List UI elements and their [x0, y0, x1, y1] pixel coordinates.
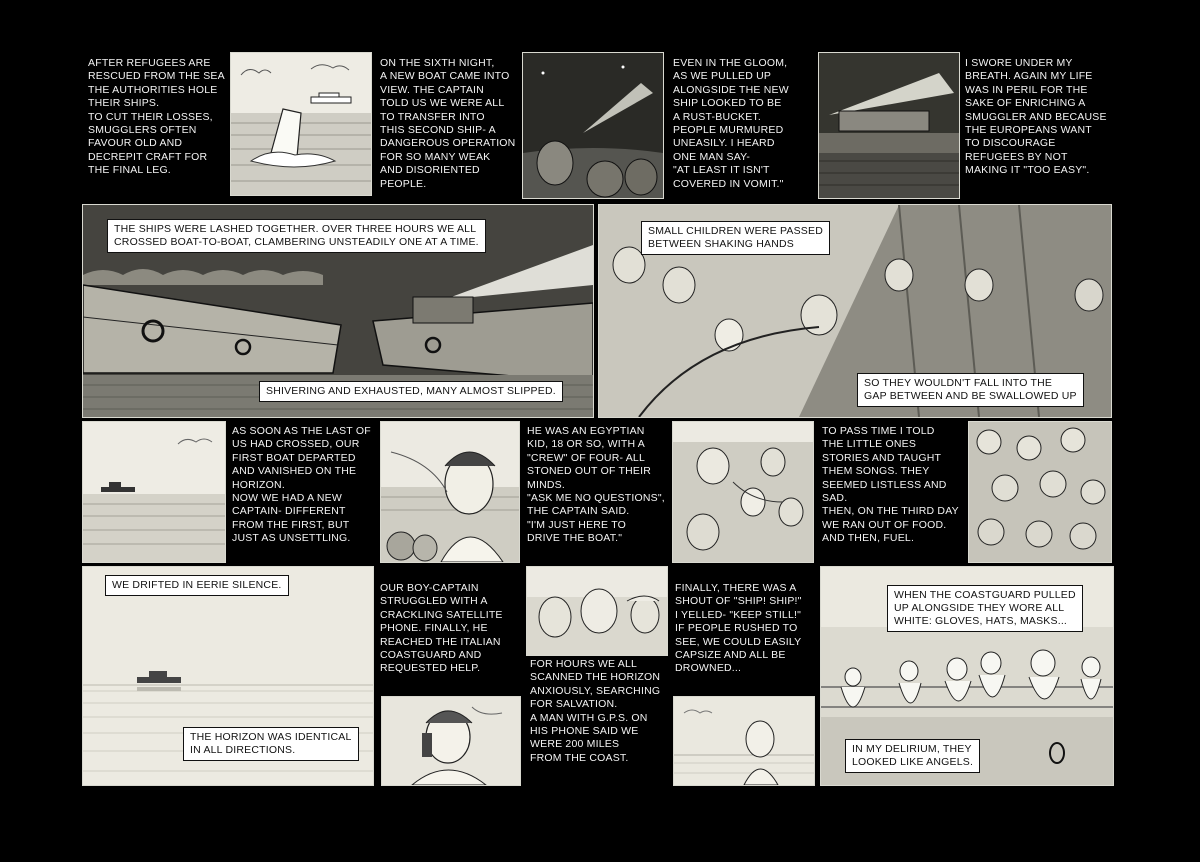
- panel-first-boat-departs: [82, 421, 226, 563]
- panel-children-passed: [598, 204, 1112, 418]
- caption-box-looked-like-angels: IN MY DELIRIUM, THEY LOOKED LIKE ANGELS.: [845, 739, 980, 773]
- caption-ship-ship: FINALLY, THERE WAS A SHOUT OF "SHIP! SHIP!" I YELLED- "KEEP STILL!" IF PEOPLE RUSHED TO SEE, WE COULD EASILY CAPSIZE AND ALL BE DROWNED...: [675, 582, 802, 675]
- panel-rusty-ship: [818, 52, 960, 199]
- caption-boy-captain: OUR BOY-CAPTAIN STRUGGLED WITH A CRACKLING SATELLITE PHONE. FINALLY, HE REACHED THE ITALIAN COASTGUARD AND REQUESTED HELP.: [380, 582, 503, 675]
- caption-box-shivering: SHIVERING AND EXHAUSTED, MANY ALMOST SLIPPED.: [259, 381, 563, 402]
- panel-drifting: [82, 566, 374, 786]
- panel-egyptian-captain: [380, 421, 520, 563]
- caption-rust-bucket: EVEN IN THE GLOOM, AS WE PULLED UP ALONGSIDE THE NEW SHIP LOOKED TO BE A RUST-BUCKET. PEOPLE MURMURED UNEASILY. I HEARD ONE MAN SAY- "AT LEAST IT ISN'T COVERED IN VOMIT.": [673, 57, 789, 190]
- panel-children-songs: [672, 421, 814, 563]
- caption-box-ships-lashed: THE SHIPS WERE LASHED TOGETHER. OVER THREE HOURS WE ALL CROSSED BOAT-TO-BOAT, CLAMBERING UNSTEADILY ONE AT A TIME.: [107, 219, 486, 253]
- caption-box-coastguard-white: WHEN THE COASTGUARD PULLED UP ALONGSIDE THEY WORE ALL WHITE: GLOVES, HATS, MASKS...: [887, 585, 1083, 632]
- caption-refugees-rescued: AFTER REFUGEES ARE RESCUED FROM THE SEA THE AUTHORITIES HOLE THEIR SHIPS. TO CUT THEIR LOSSES, SMUGGLERS OFTEN FAVOUR OLD AND DECREPIT CRAFT FOR THE FINAL LEG.: [88, 57, 225, 177]
- caption-box-eerie-silence: WE DRIFTED IN EERIE SILENCE.: [105, 575, 289, 596]
- caption-last-crossed: AS SOON AS THE LAST OF US HAD CROSSED, OUR FIRST BOAT DEPARTED AND VANISHED ON THE HORIZON. NOW WE HAD A NEW CAPTAIN- DIFFERENT FROM THE FIRST, BUT JUST AS UNSETTLING.: [232, 425, 371, 545]
- caption-egyptian-kid: HE WAS AN EGYPTIAN KID, 18 OR SO, WITH A "CREW" OF FOUR- ALL STONED OUT OF THEIR MINDS. "ASK ME NO QUESTIONS", THE CAPTAIN SAID. "I'M JUST HERE TO DRIVE THE BOAT.": [527, 425, 665, 545]
- caption-swore-under-breath: I SWORE UNDER MY BREATH. AGAIN MY LIFE WAS IN PERIL FOR THE SAKE OF ENRICHING A SMUGGLER AND BECAUSE THE EUROPEANS WANT TO DISCOURAGE REFUGEES BY NOT MAKING IT "TOO EASY".: [965, 57, 1107, 177]
- panel-sinking-boat: [230, 52, 372, 196]
- panel-keep-still: [673, 696, 815, 786]
- caption-box-horizon-identical: THE HORIZON WAS IDENTICAL IN ALL DIRECTIONS.: [183, 727, 359, 761]
- caption-scanned-horizon: FOR HOURS WE ALL SCANNED THE HORIZON ANXIOUSLY, SEARCHING FOR SALVATION. A MAN WITH G.P.S. ON HIS PHONE SAID WE WERE 200 MILES FROM THE COAST.: [530, 658, 661, 764]
- panel-satellite-phone: [381, 696, 521, 786]
- caption-pass-time: TO PASS TIME I TOLD THE LITTLE ONES STORIES AND TAUGHT THEM SONGS. THEY SEEMED LISTLESS AND SAD. THEN, ON THE THIRD DAY WE RAN OUT OF FOOD. AND THEN, FUEL.: [822, 425, 959, 545]
- panel-searchlight-night: [522, 52, 664, 199]
- panel-coastguard-angels: [820, 566, 1114, 786]
- caption-box-small-children: SMALL CHILDREN WERE PASSED BETWEEN SHAKING HANDS: [641, 221, 830, 255]
- caption-box-gap-between: SO THEY WOULDN'T FALL INTO THE GAP BETWEEN AND BE SWALLOWED UP: [857, 373, 1084, 407]
- panel-scanning-horizon: [526, 566, 668, 656]
- panel-crowded-deck: [968, 421, 1112, 563]
- panel-ships-lashed: [82, 204, 594, 418]
- caption-sixth-night: ON THE SIXTH NIGHT, A NEW BOAT CAME INTO VIEW. THE CAPTAIN TOLD US WE WERE ALL TO TRANSFER INTO THIS SECOND SHIP- A DANGEROUS OPERATION FOR SO MANY WEAK AND DISORIENTED PEOPLE.: [380, 57, 516, 190]
